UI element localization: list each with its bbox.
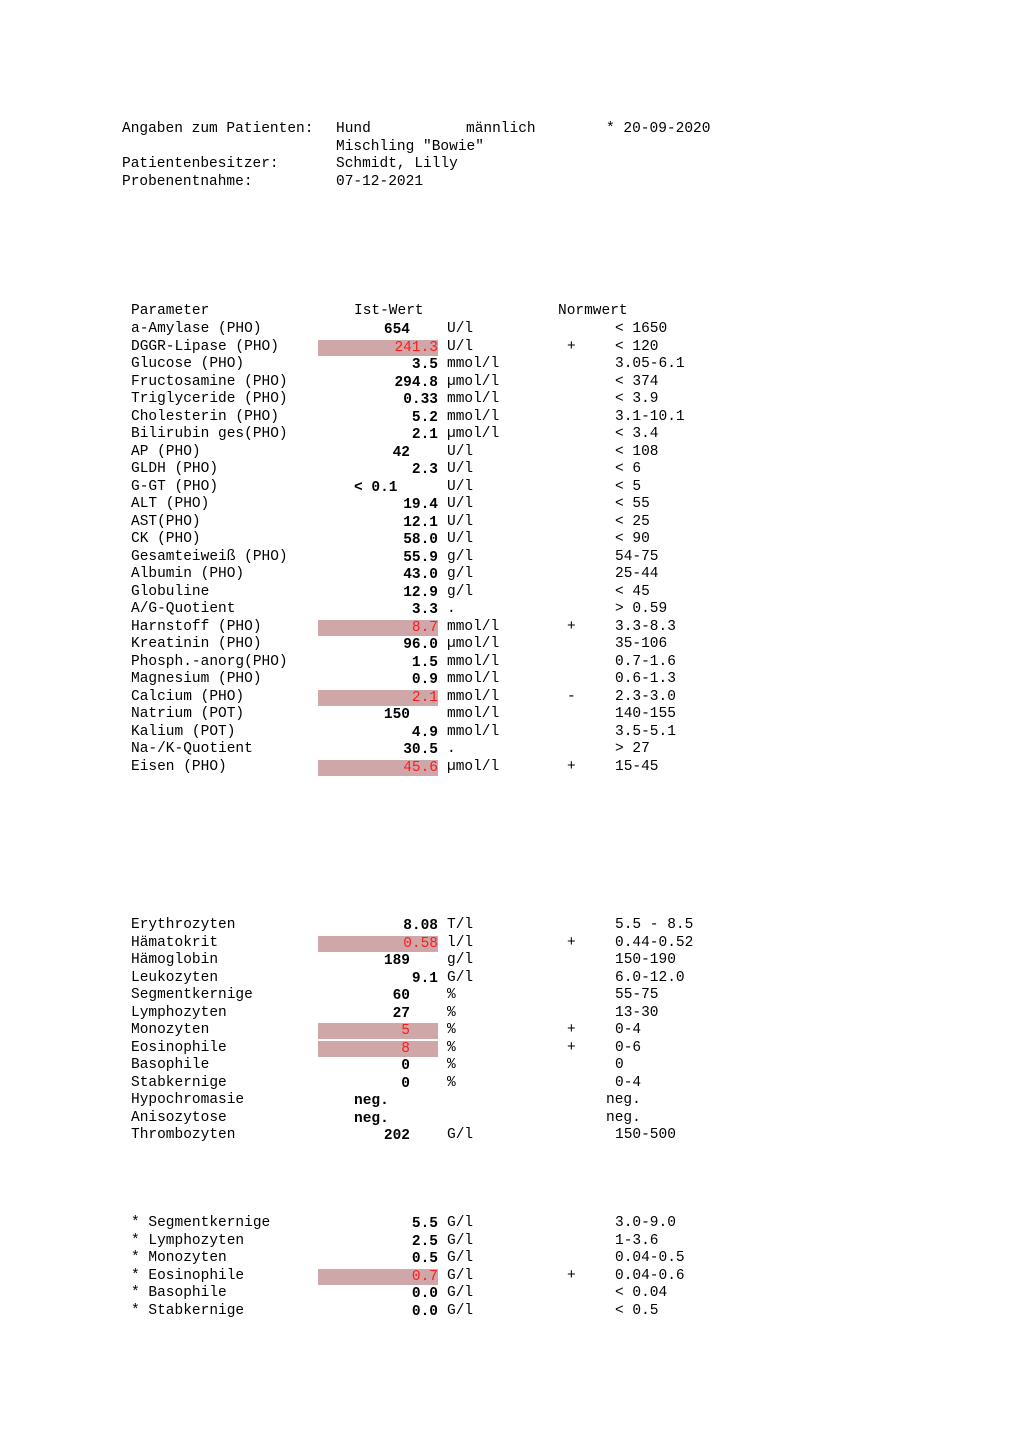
unit: mmol/l [447,653,500,670]
measured-value: 0.5 [411,1251,438,1267]
table-row [0,374,1024,392]
reference-range: < 0.5 [615,1302,659,1319]
table-row [0,566,1024,584]
unit: % [447,1022,456,1038]
measured-value: 294.8 [394,374,438,391]
unit: U/l [447,443,474,460]
value-cell [318,462,438,478]
unit: T/l [447,917,474,933]
reference-range: 0.7-1.6 [615,653,676,670]
parameter-name: Phosph.-anorg(PHO) [131,653,288,670]
table-row [0,987,1024,1005]
table-row [0,759,1024,777]
unit: mmol/l [447,391,500,407]
table-row [0,1127,1024,1145]
measured-value: 5.5 [411,1216,438,1232]
unit: G/l [447,1267,474,1284]
measured-value: 202 [383,1128,410,1144]
value-cell [318,497,438,513]
value-cell [318,602,438,618]
measured-value: 19.4 [403,497,438,513]
unit: mmol/l [447,688,500,705]
unit: U/l [447,321,474,337]
parameter-name: G-GT (PHO) [131,478,219,495]
reference-range: < 55 [615,496,650,512]
table-row [0,952,1024,970]
reference-range: 2.3-3.0 [615,688,676,705]
reference-range: 0 [615,1057,624,1073]
value-cell [318,918,438,934]
parameter-name: GLDH (PHO) [131,461,219,477]
parameter-name: Eisen (PHO) [131,758,227,775]
measured-value: neg. [354,1093,389,1109]
table-row [0,1110,1024,1128]
table-row [0,1040,1024,1058]
parameter-name: AP (PHO) [131,443,201,460]
value-cell [318,655,438,671]
parameter-name: Fructosamine (PHO) [131,373,288,390]
unit: U/l [447,496,474,512]
table-row [0,409,1024,427]
unit: mmol/l [447,671,500,687]
value-cell-flagged [318,690,438,706]
reference-range: 0-4 [615,1074,642,1091]
value-cell [318,515,438,531]
sample-label: Probenentnahme: [122,174,253,190]
table-row [0,935,1024,953]
table-row [0,1057,1024,1075]
unit: G/l [447,1250,474,1266]
value-cell [318,445,438,461]
parameter-name: * Eosinophile [131,1267,245,1284]
reference-range: < 45 [615,583,650,600]
measured-value: 8.08 [403,918,438,934]
measured-value: 0.0 [411,1286,438,1302]
reference-range: < 6 [615,461,642,477]
header-parameter: Parameter [131,303,210,319]
reference-range: 3.5-5.1 [615,723,676,740]
reference-range: < 3.9 [615,391,659,407]
parameter-name: CK (PHO) [131,531,201,547]
patient-birthdate: * 20-09-2020 [606,121,711,137]
parameter-name: Bilirubin ges(PHO) [131,426,288,442]
table-row [0,321,1024,339]
reference-range: 1-3.6 [615,1232,659,1249]
sample-date: 07-12-2021 [336,174,424,190]
table-row [0,549,1024,567]
patient-breed-name: Mischling "Bowie" [336,139,484,155]
measured-value: 0.9 [411,672,438,688]
measured-value: 2.3 [411,462,438,478]
deviation-mark: + [567,1039,576,1056]
parameter-name: a-Amylase (PHO) [131,321,262,337]
table-row [0,654,1024,672]
deviation-mark: + [567,1022,576,1038]
measured-value: 3.3 [411,602,438,618]
reference-range: 6.0-12.0 [615,969,685,986]
measured-value: 58.0 [403,532,438,548]
reference-range: 35-106 [615,636,668,652]
patient-sex: männlich [466,121,536,137]
value-cell [318,357,438,373]
parameter-name: Hämoglobin [131,952,219,968]
patient-species: Hund [336,121,371,137]
deviation-mark: + [567,934,576,951]
measured-value: 189 [383,953,410,969]
measured-value: 0.58 [403,935,438,952]
owner-name: Schmidt, Lilly [336,156,458,172]
measured-value: 0.33 [403,392,438,408]
value-cell [318,392,438,408]
reference-range: 3.1-10.1 [615,408,685,425]
reference-range: 3.05-6.1 [615,356,685,372]
measured-value: 12.9 [403,584,438,601]
reference-range: 3.0-9.0 [615,1215,676,1231]
value-cell [318,742,438,758]
parameter-name: DGGR-Lipase (PHO) [131,338,279,355]
parameter-name: Leukozyten [131,969,219,986]
parameter-name: Triglyceride (PHO) [131,391,288,407]
reference-range: 13-30 [615,1004,659,1021]
value-cell-flagged [318,936,438,952]
value-cell [318,971,438,987]
reference-range: < 374 [615,373,659,390]
reference-range: 140-155 [615,706,676,722]
value-cell [318,1006,438,1022]
reference-range: 55-75 [615,987,659,1003]
value-cell-flagged [318,1041,438,1057]
measured-value: 42 [392,444,410,461]
value-cell [318,410,438,426]
value-cell [318,953,438,969]
measured-value: 45.6 [403,759,438,776]
measured-value: 55.9 [403,549,438,566]
unit: G/l [447,1232,474,1249]
table-row [0,619,1024,637]
reference-range: neg. [606,1092,641,1108]
value-cell [318,585,438,601]
deviation-mark: + [567,338,576,355]
table-row [0,461,1024,479]
value-cell [318,480,438,496]
unit: g/l [447,548,474,565]
reference-range: neg. [606,1109,641,1126]
unit: l/l [447,934,474,951]
deviation-mark: + [567,1267,576,1284]
unit: % [447,1004,456,1021]
measured-value: 8.7 [411,619,438,636]
unit: µmol/l [447,426,500,442]
measured-value: 9.1 [411,970,438,987]
value-cell [318,637,438,653]
value-cell-flagged [318,620,438,636]
parameter-name: Harnstoff (PHO) [131,618,262,635]
table-row [0,1092,1024,1110]
table-row [0,1233,1024,1251]
unit: U/l [447,531,474,547]
value-cell [318,988,438,1004]
parameter-name: ALT (PHO) [131,496,210,512]
unit: G/l [447,969,474,986]
value-cell [318,1093,438,1109]
table-row [0,426,1024,444]
table-row [0,1215,1024,1233]
unit: U/l [447,338,474,355]
table-row [0,391,1024,409]
parameter-name: AST(PHO) [131,513,201,530]
unit: G/l [447,1215,474,1231]
parameter-name: * Stabkernige [131,1302,245,1319]
measured-value: 2.5 [411,1233,438,1250]
table-row [0,444,1024,462]
table-row [0,1303,1024,1321]
reference-range: 0.04-0.5 [615,1250,685,1266]
unit: g/l [447,952,474,968]
table-row [0,1250,1024,1268]
reference-range: 0-6 [615,1039,642,1056]
parameter-name: Kreatinin (PHO) [131,636,262,652]
value-cell [318,707,438,723]
value-cell [318,1251,438,1267]
measured-value: 241.3 [394,339,438,356]
value-cell [318,672,438,688]
value-cell-flagged [318,340,438,356]
table-row [0,479,1024,497]
unit: mmol/l [447,706,500,722]
table-row [0,671,1024,689]
measured-value: 0.7 [411,1268,438,1285]
reference-range: 0.44-0.52 [615,934,694,951]
measured-value: 654 [383,322,410,338]
value-cell [318,550,438,566]
parameter-name: * Monozyten [131,1250,227,1266]
parameter-name: A/G-Quotient [131,601,236,617]
value-cell-flagged [318,1023,438,1039]
patient-label: Angaben zum Patienten: [122,121,314,137]
table-row [0,531,1024,549]
reference-range: < 1650 [615,321,668,337]
reference-range: > 27 [615,741,650,757]
unit: mmol/l [447,618,500,635]
table-row [0,1022,1024,1040]
parameter-name: Magnesium (PHO) [131,671,262,687]
table-row [0,636,1024,654]
table-row [0,1075,1024,1093]
unit: g/l [447,583,474,600]
unit: . [447,601,456,617]
unit: g/l [447,566,474,582]
reference-range: 0.04-0.6 [615,1267,685,1284]
measured-value: neg. [354,1110,389,1127]
measured-value: 5 [401,1023,410,1039]
unit: µmol/l [447,636,500,652]
reference-range: 150-500 [615,1127,676,1143]
unit: mmol/l [447,408,500,425]
parameter-name: Hämatokrit [131,934,219,951]
measured-value: 150 [383,707,410,723]
value-cell [318,427,438,443]
parameter-name: Basophile [131,1057,210,1073]
reference-range: 3.3-8.3 [615,618,676,635]
reference-range: 0.6-1.3 [615,671,676,687]
parameter-name: Natrium (POT) [131,706,245,722]
value-cell [318,1304,438,1320]
value-cell [318,725,438,741]
table-row [0,339,1024,357]
parameter-name: Erythrozyten [131,917,236,933]
value-cell [318,1286,438,1302]
value-cell-flagged [318,760,438,776]
unit: U/l [447,478,474,495]
value-cell [318,567,438,583]
measured-value: 0.0 [411,1303,438,1320]
table-row [0,496,1024,514]
deviation-mark: + [567,618,576,635]
measured-value: 1.5 [411,654,438,671]
owner-label: Patientenbesitzer: [122,156,279,172]
value-cell [318,375,438,391]
measured-value: 60 [392,988,410,1004]
unit: G/l [447,1285,474,1301]
unit: mmol/l [447,356,500,372]
parameter-name: * Segmentkernige [131,1215,271,1231]
parameter-name: Na-/K-Quotient [131,741,253,757]
table-row [0,724,1024,742]
reference-range: < 108 [615,443,659,460]
measured-value: 2.1 [411,689,438,706]
measured-value: 30.5 [403,742,438,758]
parameter-name: Eosinophile [131,1039,227,1056]
table-row [0,970,1024,988]
table-row [0,1285,1024,1303]
parameter-name: Kalium (POT) [131,723,236,740]
parameter-name: * Basophile [131,1285,227,1301]
measured-value: 96.0 [403,637,438,653]
deviation-mark: - [567,688,576,705]
header-value: Ist-Wert [354,303,424,319]
parameter-name: Stabkernige [131,1074,227,1091]
unit: % [447,1039,456,1056]
table-row [0,584,1024,602]
reference-range: < 0.04 [615,1285,668,1301]
reference-range: < 90 [615,531,650,547]
reference-range: 5.5 - 8.5 [615,917,694,933]
measured-value: < 0.1 [354,479,398,496]
measured-value: 8 [401,1040,410,1057]
measured-value: 4.9 [411,724,438,741]
unit: % [447,1074,456,1091]
value-cell [318,532,438,548]
parameter-name: Segmentkernige [131,987,253,1003]
parameter-name: Monozyten [131,1022,210,1038]
parameter-name: Lymphozyten [131,1004,227,1021]
parameter-name: Glucose (PHO) [131,356,245,372]
measured-value: 5.2 [411,409,438,426]
measured-value: 2.1 [411,427,438,443]
parameter-name: Hypochromasie [131,1092,245,1108]
value-cell [318,1128,438,1144]
reference-range: 150-190 [615,952,676,968]
unit: G/l [447,1302,474,1319]
value-cell [318,1234,438,1250]
value-cell [318,1076,438,1092]
unit: % [447,1057,456,1073]
value-cell [318,322,438,338]
parameter-name: Thrombozyten [131,1127,236,1143]
value-cell [318,1111,438,1127]
table-row [0,706,1024,724]
parameter-name: Globuline [131,583,210,600]
parameter-name: Calcium (PHO) [131,688,245,705]
parameter-name: * Lymphozyten [131,1232,245,1249]
reference-range: < 3.4 [615,426,659,442]
reference-range: > 0.59 [615,601,668,617]
table-row [0,1005,1024,1023]
table-row [0,601,1024,619]
unit: µmol/l [447,373,500,390]
reference-range: < 25 [615,513,650,530]
unit: µmol/l [447,758,500,775]
measured-value: 12.1 [403,514,438,531]
value-cell [318,1058,438,1074]
header-norm: Normwert [558,303,628,319]
unit: G/l [447,1127,474,1143]
deviation-mark: + [567,758,576,775]
measured-value: 0 [401,1075,410,1092]
table-row [0,689,1024,707]
table-row [0,1268,1024,1286]
reference-range: < 5 [615,478,642,495]
table-row [0,741,1024,759]
parameter-name: Anisozytose [131,1109,227,1126]
value-cell-flagged [318,1269,438,1285]
measured-value: 43.0 [403,567,438,583]
unit: % [447,987,456,1003]
unit: . [447,741,456,757]
value-cell [318,1216,438,1232]
reference-range: 25-44 [615,566,659,582]
measured-value: 3.5 [411,357,438,373]
parameter-name: Gesamteiweiß (PHO) [131,548,288,565]
table-row [0,356,1024,374]
table-row [0,917,1024,935]
measured-value: 0 [401,1058,410,1074]
parameter-name: Cholesterin (PHO) [131,408,279,425]
parameter-name: Albumin (PHO) [131,566,245,582]
table-row [0,514,1024,532]
reference-range: 0-4 [615,1022,642,1038]
reference-range: 15-45 [615,758,659,775]
reference-range: 54-75 [615,548,659,565]
unit: U/l [447,513,474,530]
reference-range: < 120 [615,338,659,355]
measured-value: 27 [392,1005,410,1022]
unit: mmol/l [447,723,500,740]
unit: U/l [447,461,474,477]
